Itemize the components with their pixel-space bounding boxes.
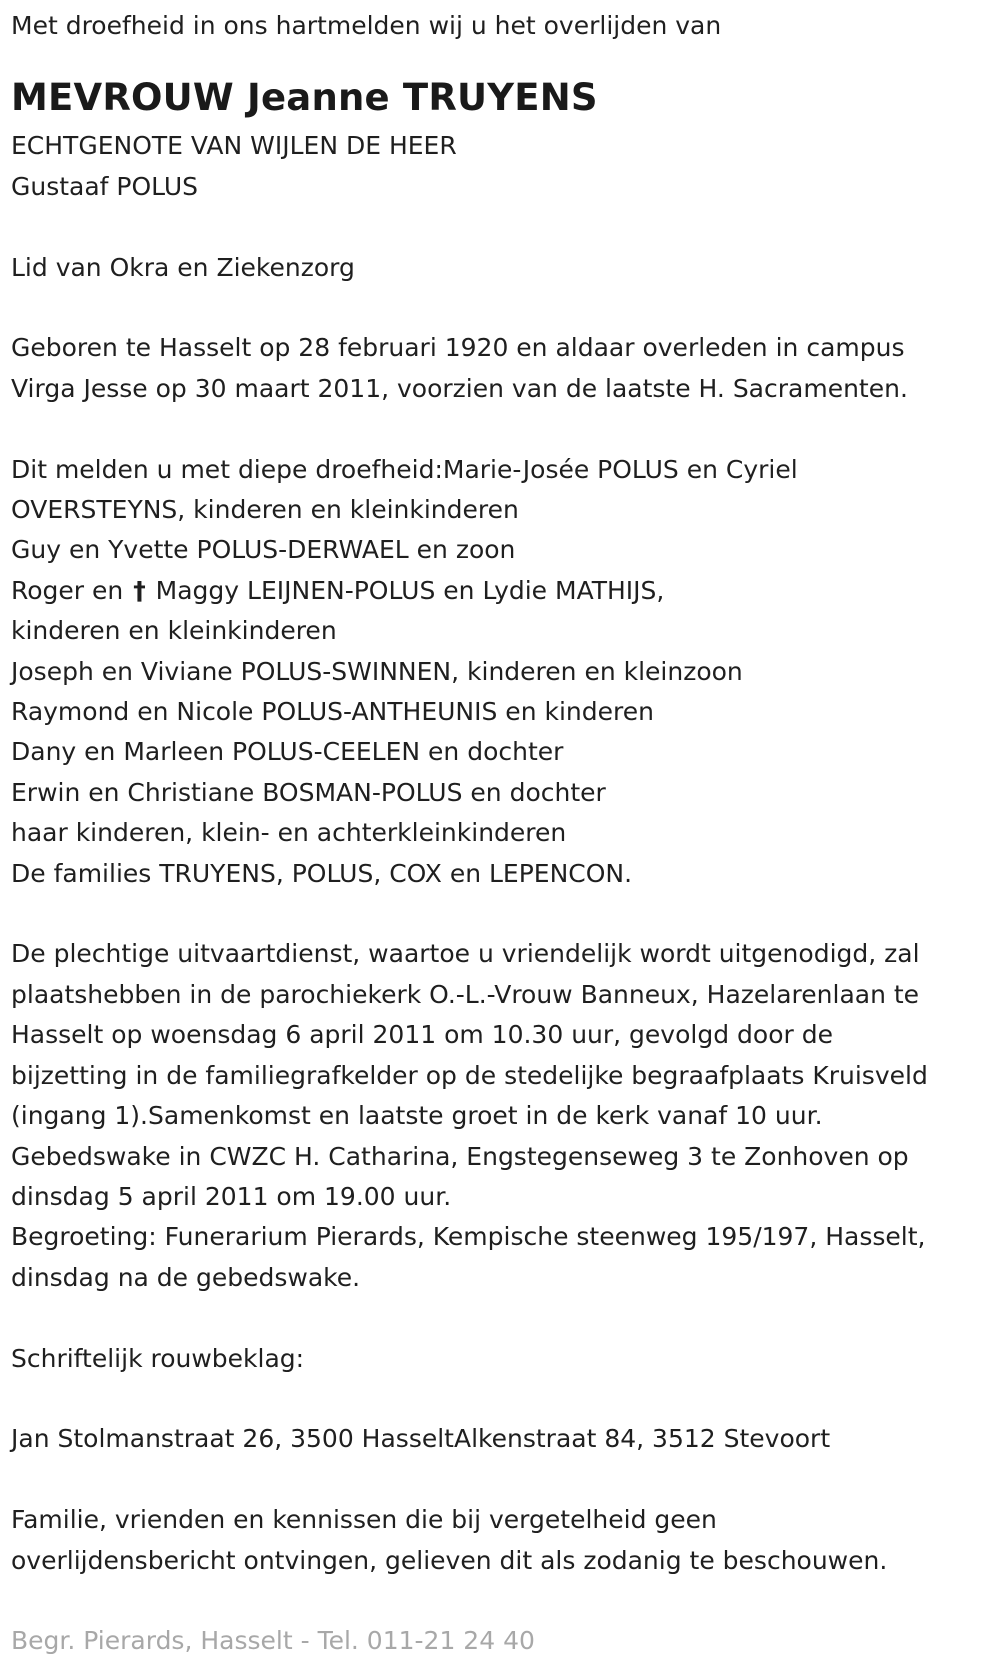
deceased-name: MEVROUW Jeanne TRUYENS	[11, 76, 598, 120]
family-line: haar kinderen, klein- en achterkleinkinderen	[11, 818, 567, 848]
family-line: De families TRUYENS, POLUS, COX en LEPENCON.	[11, 858, 633, 888]
spacer	[11, 288, 990, 328]
ceremony-details	[11, 934, 990, 1298]
closing-line: Familie, vrienden en kennissen die bij vergetelheid geen	[11, 1505, 717, 1535]
spacer	[11, 1298, 990, 1338]
family-line: Guy en Yvette POLUS-DERWAEL en zoon	[11, 535, 516, 565]
family-line-before: Roger en	[11, 575, 124, 605]
family-line-after: Maggy LEIJNEN-POLUS en Lydie MATHIJS,	[155, 575, 665, 605]
intro-text: Met droefheid in ons hartmelden wij u het overlijden van	[11, 11, 722, 40]
family-line: kinderen en kleinkinderen	[11, 616, 337, 646]
funeral-director-footer: Begr. Pierards, Hasselt - Tel. 011-21 24 40	[11, 1626, 535, 1655]
ceremony-line: plaatshebben in de parochiekerk O.-L.-Vrouw Banneux, Hazelarenlaan te	[11, 979, 920, 1009]
family-list	[11, 450, 990, 894]
family-line: Raymond en Nicole POLUS-ANTHEUNIS en kinderen	[11, 697, 654, 727]
membership-text: Lid van Okra en Ziekenzorg	[11, 252, 355, 282]
spouse-name: Gustaaf POLUS	[11, 171, 199, 201]
spacer	[11, 1379, 990, 1419]
cross-icon: †	[133, 575, 146, 605]
ceremony-line: Gebedswake in CWZC H. Catharina, Engstegenseweg 3 te Zonhoven op	[11, 1141, 909, 1171]
ceremony-line: Hasselt op woensdag 6 april 2011 om 10.30 uur, gevolgd door de	[11, 1020, 833, 1050]
family-line: Joseph en Viviane POLUS-SWINNEN, kinderen en kleinzoon	[11, 656, 743, 686]
family-line: OVERSTEYNS, kinderen en kleinkinderen	[11, 495, 519, 525]
birth-death-line: Virga Jesse op 30 maart 2011, voorzien van de laatste H. Sacramenten.	[11, 373, 908, 403]
spacer	[11, 409, 990, 449]
spacer	[11, 894, 990, 934]
spacer	[11, 1460, 990, 1500]
spacer	[11, 207, 990, 247]
condolences-label: Schriftelijk rouwbeklag:	[11, 1343, 305, 1373]
family-line-with-cross	[11, 571, 990, 611]
family-line: Dit melden u met diepe droefheid:Marie-Josée POLUS en Cyriel	[11, 454, 798, 484]
ceremony-line: (ingang 1).Samenkomst en laatste groet in de kerk vanaf 10 uur.	[11, 1101, 823, 1131]
family-line: Erwin en Christiane BOSMAN-POLUS en dochter	[11, 777, 606, 807]
ceremony-line: dinsdag na de gebedswake.	[11, 1262, 361, 1292]
birth-death-line: Geboren te Hasselt op 28 februari 1920 en aldaar overleden in campus	[11, 333, 905, 363]
closing-line: overlijdensbericht ontvingen, gelieven dit als zodanig te beschouwen.	[11, 1545, 888, 1575]
condolence-addresses: Jan Stolmanstraat 26, 3500 HasseltAlkenstraat 84, 3512 Stevoort	[11, 1424, 831, 1454]
ceremony-line: De plechtige uitvaartdienst, waartoe u vriendelijk wordt uitgenodigd, zal	[11, 939, 920, 969]
ceremony-line: bijzetting in de familiegrafkelder op de stedelijke begraafplaats Kruisveld	[11, 1060, 928, 1090]
ceremony-line: dinsdag 5 april 2011 om 19.00 uur.	[11, 1181, 452, 1211]
family-line: Dany en Marleen POLUS-CEELEN en dochter	[11, 737, 564, 767]
ceremony-line: Begroeting: Funerarium Pierards, Kempische steenweg 195/197, Hasselt,	[11, 1222, 926, 1252]
relation-text: ECHTGENOTE VAN WIJLEN DE HEER	[11, 131, 457, 161]
